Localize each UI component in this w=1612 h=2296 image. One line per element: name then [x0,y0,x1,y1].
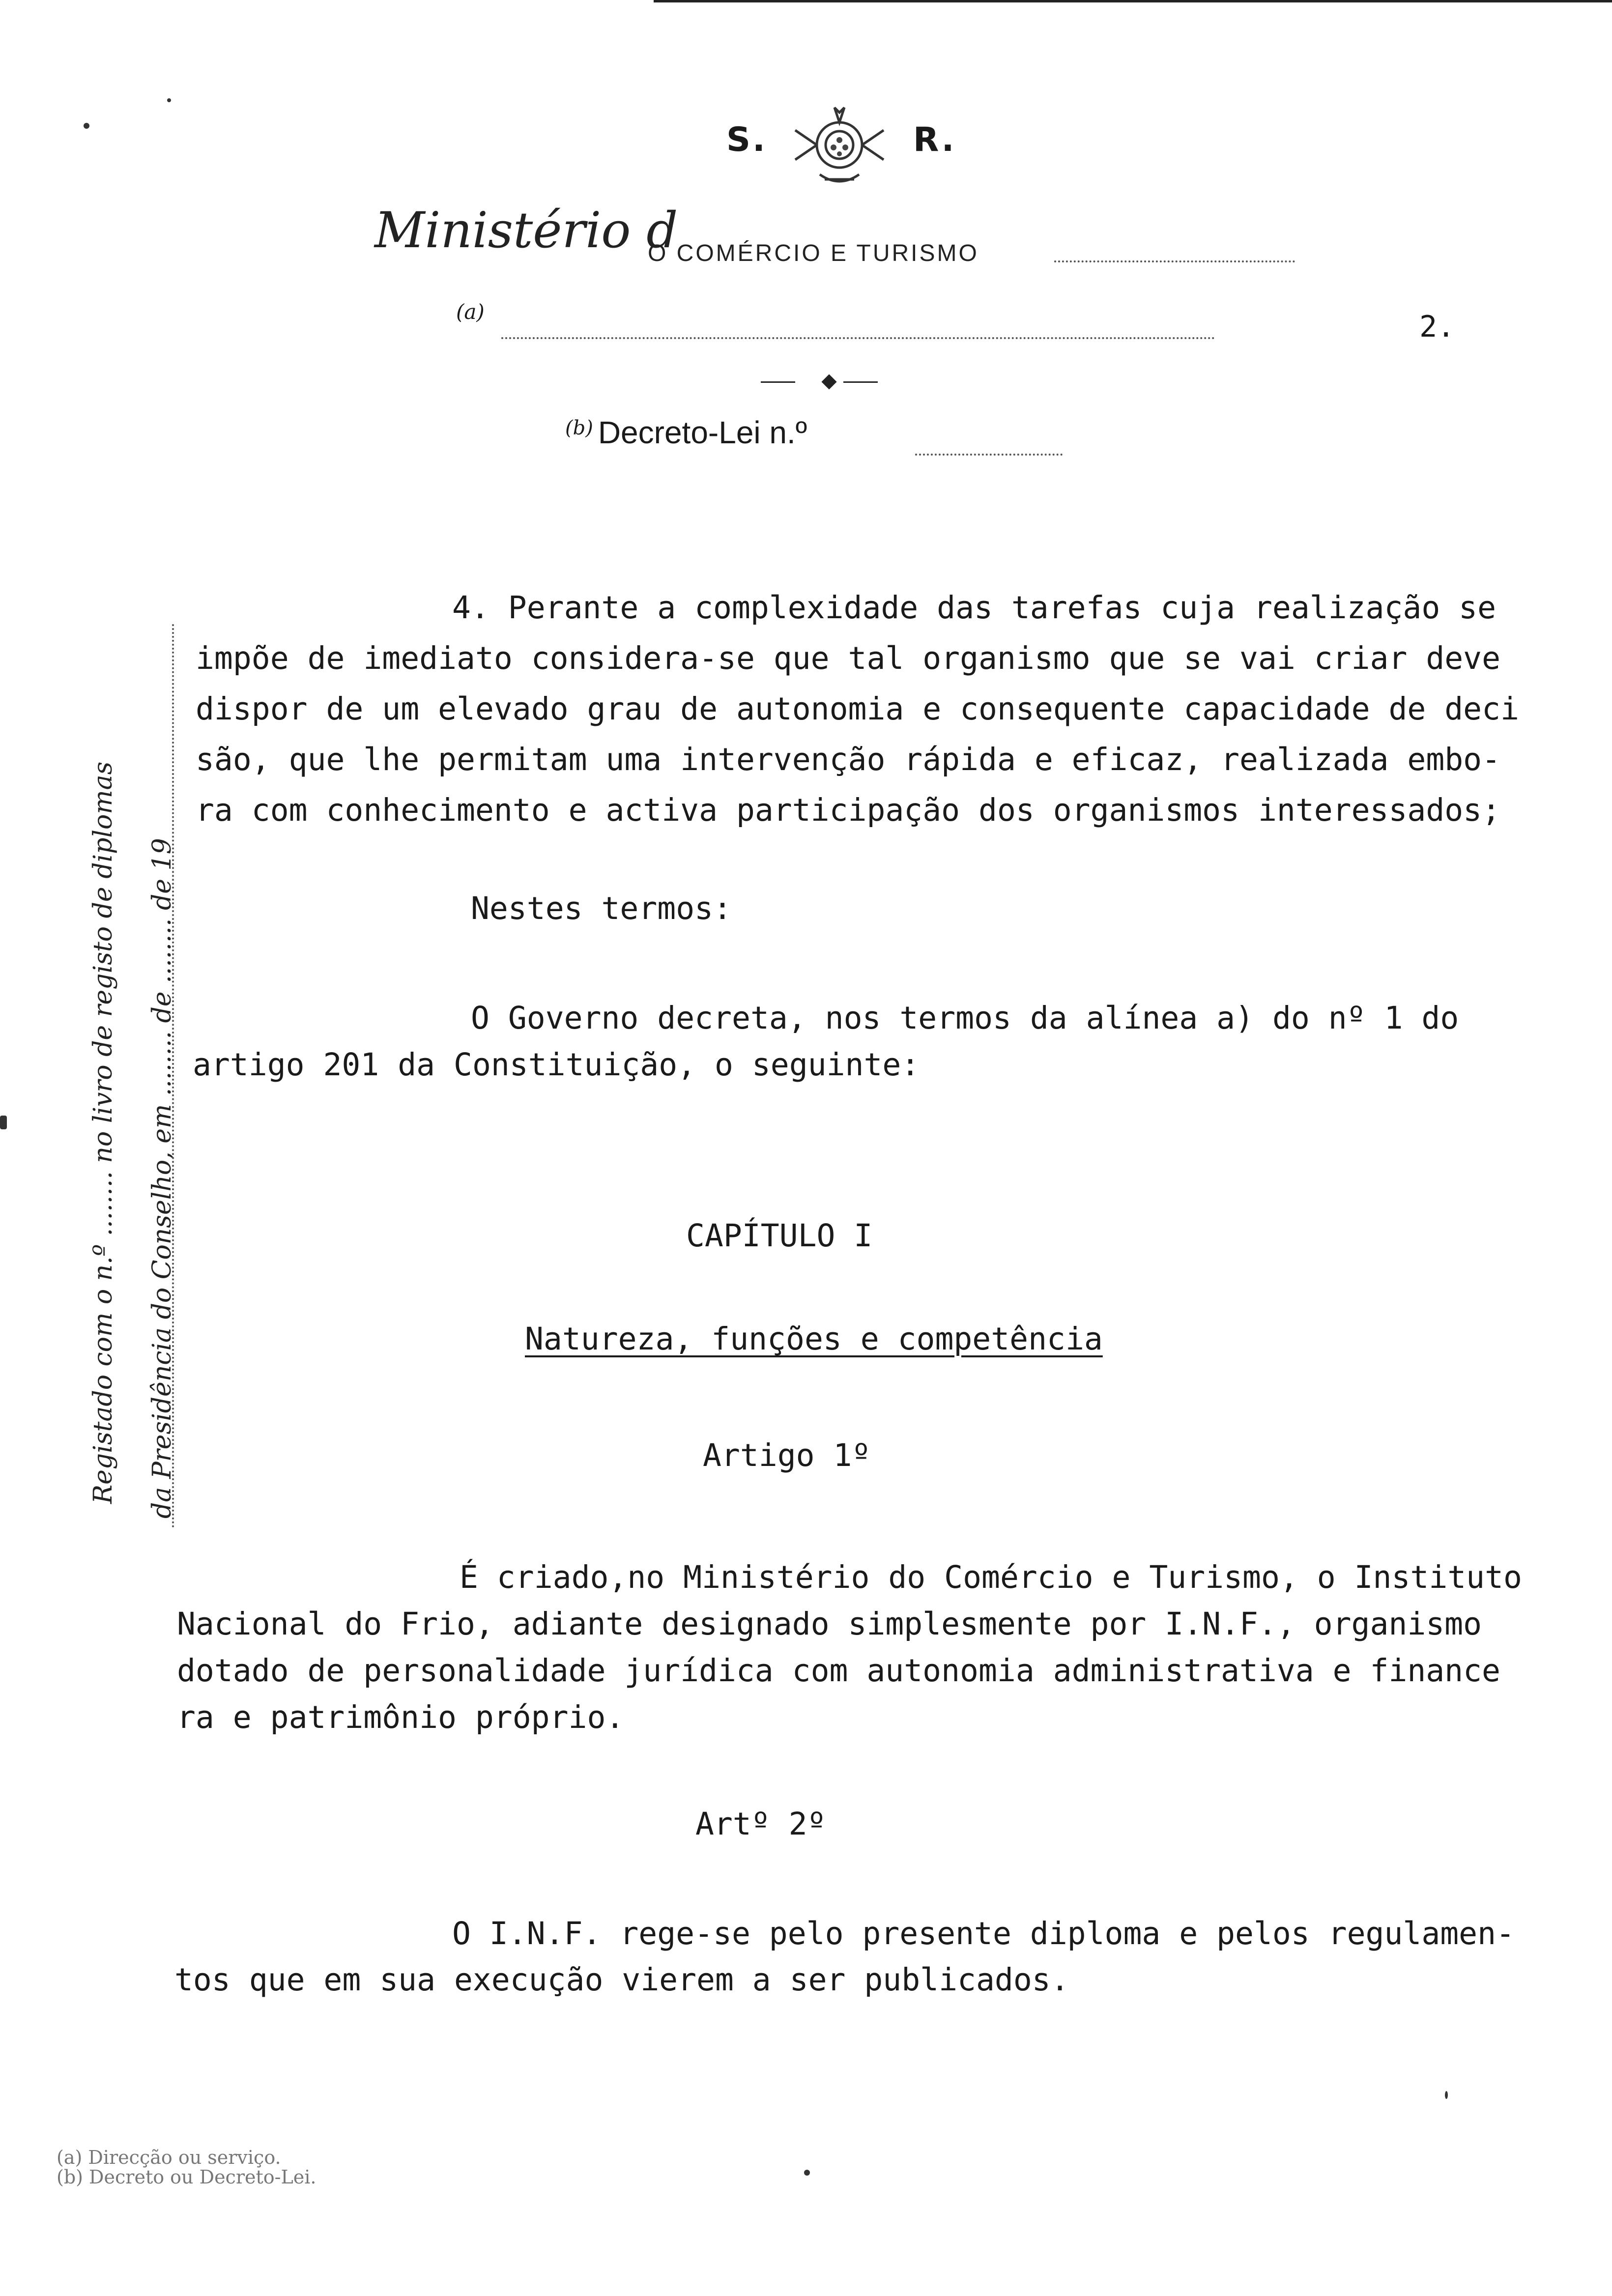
ornament-diamond-icon [821,374,836,389]
para4-line-4: são, que lhe permitam uma intervenção rápida e eficaz, realizada embo- [196,742,1501,777]
footnote-b: (b) Decreto ou Decreto-Lei. [57,2166,317,2188]
decree-label-text: Decreto-Lei n.º [598,415,807,450]
article-1-line-4: ra e patrimônio próprio. [177,1699,625,1735]
decree-number-fill-line [915,454,1063,456]
footnote-a: (a) Direcção ou serviço. [57,2147,281,2168]
chapter-heading: CAPÍTULO I [686,1218,873,1254]
scan-speck [1445,2091,1448,2099]
para4-line-1: 4. Perante a complexidade das tarefas cuja realização se [452,590,1497,626]
para4-line-5: ra com conhecimento e activa participação dos organismos interessados; [196,792,1501,828]
article-1-line-3: dotado de personalidade jurídica com autonomia administrativa e finance [177,1653,1500,1689]
registration-note-line-1: Registado com o n.º ........ no livro de registo de diplomas [88,761,118,1504]
ministry-prefix: Ministério d [374,201,678,259]
article-2-heading: Artº 2º [695,1806,826,1842]
article-1-line-1: É criado,no Ministério do Comércio e Turismo, o Instituto [460,1559,1522,1595]
line-a-label: (a) [456,300,485,324]
article-1-heading: Artigo 1º [703,1437,871,1473]
ornament-right-line [843,381,878,383]
top-border-line [654,0,1612,2]
ornament-left-line [761,381,795,383]
ministry-fill-line [1054,260,1295,262]
decree-marker: (b) [565,417,593,439]
service-fill-line [501,337,1215,339]
governo-line-1: O Governo decreta, nos termos da alínea a) do nº 1 do [471,1000,1459,1036]
nestes-termos: Nestes termos: [471,890,732,926]
scan-speck [84,123,89,129]
para4-line-3: dispor de um elevado grau de autonomia e consequente capacidade de deci [196,691,1519,727]
scan-speck [0,1116,7,1129]
header-letter-r: R. [913,120,956,159]
scan-speck [804,2170,810,2176]
para4-line-2: impõe de imediato considera-se que tal organismo que se vai criar deve [196,640,1501,676]
margin-vertical-dotted-line [172,624,174,1528]
scan-speck [167,98,171,102]
header-letter-s: S. [726,120,767,159]
chapter-title: Natureza, funções e competência [525,1321,1103,1357]
article-1-line-2: Nacional do Frio, adiante designado simplesmente por I.N.F., organismo [177,1606,1482,1642]
governo-line-2: artigo 201 da Constituição, o seguinte: [193,1047,920,1083]
registration-note-line-2: da Presidência do Conselho, em ........ de ........ de 19 [147,838,177,1519]
decree-label [565,414,807,451]
coat-of-arms-icon [785,101,893,189]
page-number: 2. [1419,310,1455,344]
article-2-line-2: tos que em sua execução vierem a ser publicados. [174,1962,1069,1998]
article-2-line-1: O I.N.F. rege-se pelo presente diploma e pelos regulamen- [452,1916,1515,1952]
ministry-name: O COMÉRCIO E TURISMO [648,240,979,266]
